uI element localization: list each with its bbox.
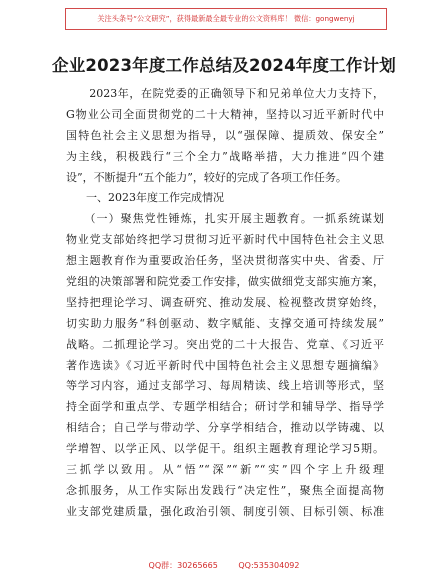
document-title: 企业2023年度工作总结及2024年度工作计划 [52, 56, 396, 75]
text-line: 2023年，在院党委的正确领导下和兄弟单位大力支持下， [66, 87, 384, 100]
section-heading: 一、2023年度工作完成情况 [86, 191, 224, 205]
text-line: （一）聚焦党性锤炼，扎实开展主题教育。一抓系统谋划 [66, 212, 384, 226]
text-line: 等学习内容，通过支部学习、每周精读、线上培训等形式，坚 [66, 379, 384, 393]
text-line: G物业公司全面贯彻党的二十大精神，坚持以习近平新时代中 [66, 107, 384, 121]
text-line: 相结合；自己学与带动学、分享学相结合，推动以学铸魂、以 [66, 421, 384, 435]
promo-banner: 关注头条号“公文研究”，获得最新最全最专业的公文资料库！ 微信：gongwenyj [65, 8, 387, 30]
text-line: 著作选读》《习近平新时代中国特色社会主义思想专题摘编》 [66, 358, 384, 372]
text-line: 切实助力服务“科创驱动、数字赋能、支撑交通可持续发展” [66, 316, 384, 330]
text-line: 持全面学和重点学、专题学相结合；研讨学和辅导学、指导学 [66, 400, 384, 414]
text-line: 坚持把理论学习、调查研究、推动发展、检视整改贯穿始终， [66, 295, 384, 309]
text-line: 国特色社会主义思想为指导，以“强保障、提质效、保安全” [66, 128, 384, 142]
text-line: 三抓学以致用。从“悟”“深”“新”“实”四个字上升级理 [66, 463, 384, 477]
text-line: 为主线，积极践行“三个全力”战略举措，大力推进“四个建 [66, 149, 384, 163]
text-line: 设”，不断提升“五个能力”，较好的完成了各项工作任务。 [66, 170, 347, 184]
text-line: 学增智、以学正风、以学促干。组织主题教育理论学习5期。 [66, 442, 384, 456]
text-line: 战略。二抓理论学习。突出党的二十大报告、党章、《习近平 [66, 337, 384, 351]
text-line: 业支部党建质量，强化政治引领、制度引领、目标引领、标准 [66, 504, 384, 518]
text-line: 念抓服务，从工作实际出发践行“决定性”，聚焦全面提高物 [66, 483, 384, 497]
document-body [66, 84, 384, 523]
qq-text: QQ:535304092 [238, 561, 300, 570]
text-line: 想主题教育作为重要政治任务，坚决贯彻落实中央、省委、厅 [66, 254, 384, 268]
intro-paragraph [66, 84, 384, 188]
footer-contact [0, 560, 448, 571]
text-line: 党组的决策部署和院党委工作安排，做实做细党支部实施方案， [66, 275, 384, 289]
section-paragraph [66, 209, 384, 522]
qq-group-text: QQ群：30265665 [148, 561, 218, 570]
text-line: 物业党支部始终把学习贯彻习近平新时代中国特色社会主义思 [66, 233, 384, 247]
